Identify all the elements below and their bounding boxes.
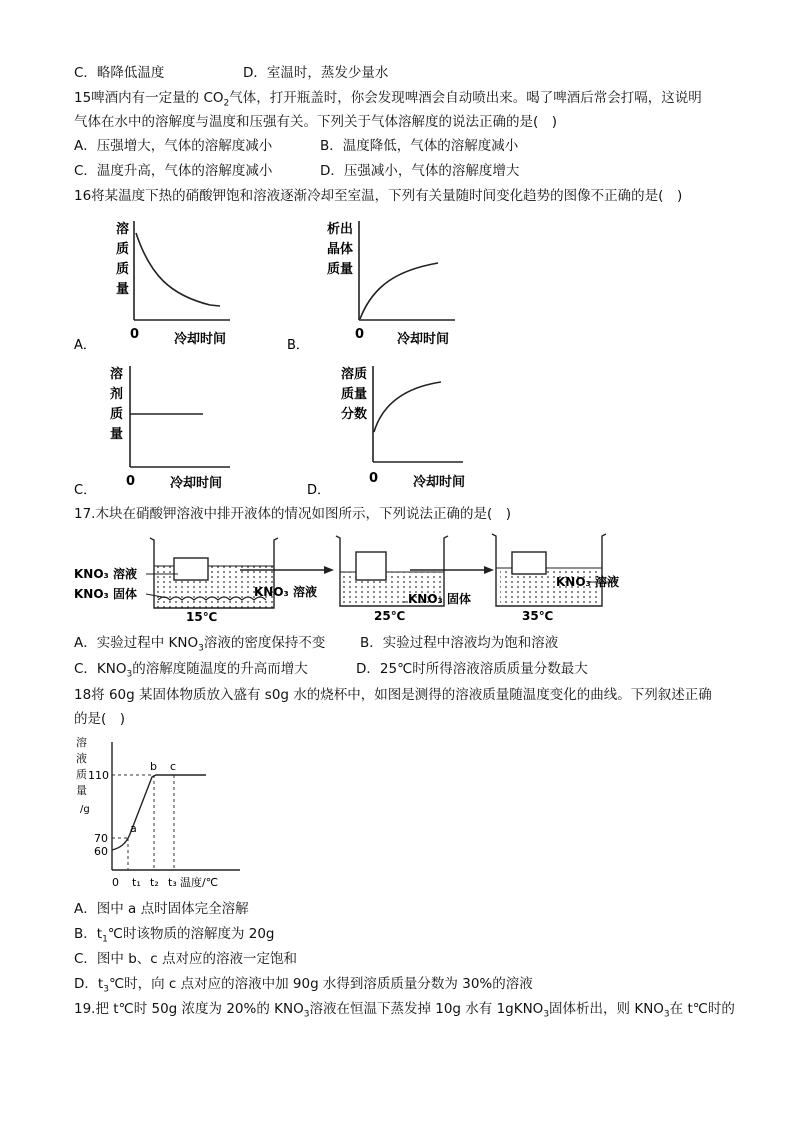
q16-graph-c	[70, 362, 260, 502]
q18-option-c: C．图中 b、c 点对应的溶液一定饱和	[74, 951, 298, 967]
temp-15: 15℃	[186, 610, 218, 624]
q16-stem: 16将某温度下热的硝酸钾饱和溶液逐渐冷却至室温，下列有关量随时间变化趋势的图像不正确的是( )	[74, 188, 683, 204]
q16-graph-d-ylabel-3: 分数	[341, 407, 368, 422]
q15-stem-line1: 15啤酒内有一定量的 $CO_2$气体，打开瓶盖时，你会发现啤酒会自动喷出来。喝了啤酒后常会打嗝，这说明	[74, 90, 702, 109]
q17-beaker-figure	[72, 530, 642, 625]
q16-graph-c-option-label: C．	[74, 483, 97, 498]
q18-ylabel-1: 溶	[76, 736, 87, 749]
q16-graph-c-ylabel-1: 溶	[110, 367, 124, 382]
q16-graph-b-ylabel-3: 质量	[327, 262, 354, 277]
q16-graph-d-xlabel: 冷却时间	[413, 475, 466, 490]
q18-x-t3: t₃	[168, 876, 177, 889]
q18-x-t1: t₁	[132, 876, 141, 889]
arrow2-label: KNO₃ 固体	[408, 592, 471, 606]
q15-stem-line2: 气体在水中的溶解度与温度和压强有关。下列关于气体溶解度的说法正确的是( )	[74, 114, 558, 130]
q14-option-c: C．略降低温度	[74, 65, 165, 81]
q16-graph-d-origin: 0	[369, 471, 379, 486]
left-label-solution: KNO₃ 溶液	[74, 567, 137, 581]
q16-graph-c-origin: 0	[126, 474, 136, 489]
q16-graph-d-ylabel-2: 质量	[341, 387, 368, 402]
q15-option-d: D．压强减小，气体的溶解度增大	[320, 163, 520, 179]
q16-graph-d-option-label: D．	[307, 483, 331, 498]
q17-option-d: D．25℃时所得溶液溶质质量分数最大	[356, 661, 588, 677]
q17-option-b: B．实验过程中溶液均为饱和溶液	[360, 635, 559, 651]
q18-point-c: c	[170, 760, 177, 773]
q16-graph-b-xlabel: 冷却时间	[397, 332, 450, 347]
beaker-35c	[492, 534, 606, 606]
q16-graph-c-ylabel-2: 剂	[110, 387, 124, 402]
q16-graph-c-xlabel: 冷却时间	[170, 476, 223, 491]
q18-option-a: A．图中 a 点时固体完全溶解	[74, 901, 249, 917]
wood-block-2	[356, 552, 386, 580]
q17-stem: 17.木块在硝酸钾溶液中排开液体的情况如图所示，下列说法正确的是( )	[74, 506, 512, 522]
q16-graph-a	[70, 215, 250, 355]
q18-solution-mass-chart	[74, 732, 244, 894]
q16-graph-a-ylabel-3: 质	[116, 262, 130, 277]
wood-block-1	[174, 558, 208, 580]
q18-ylabel-5: /g	[80, 804, 90, 815]
q18-stem-line2: 的是( )	[74, 711, 126, 727]
q16-graph-a-option-label: A．	[74, 338, 96, 353]
q16-graph-a-ylabel-2: 质	[116, 242, 130, 257]
q16-graph-b-ylabel-2: 晶体	[327, 242, 354, 257]
q18-y-70: 70	[94, 832, 108, 845]
q18-point-a: a	[130, 822, 137, 835]
q16-graph-a-ylabel-4: 量	[116, 282, 130, 297]
right-label: KNO₃ 溶液	[556, 575, 619, 589]
q16-graph-a-ylabel-1: 溶	[116, 222, 130, 237]
q18-option-b: B．$t_1℃$时该物质的溶解度为 20g	[74, 926, 275, 945]
q16-graph-d	[303, 362, 483, 502]
temp-35: 35℃	[522, 609, 554, 623]
q15-option-a: A．压强增大，气体的溶解度减小	[74, 138, 273, 154]
q16-graph-b-origin: 0	[355, 327, 365, 342]
arrow1-label: KNO₃ 溶液	[254, 585, 317, 599]
q18-option-d: D．$t_3℃$时，向 c 点对应的溶液中加 90g 水得到溶质质量分数为 30%的溶液	[74, 976, 533, 995]
q14-option-d: D．室温时，蒸发少量水	[243, 65, 389, 81]
q16-graph-c-ylabel-4: 量	[110, 427, 124, 442]
q18-curve	[112, 775, 206, 850]
q16-graph-d-curve	[374, 382, 441, 432]
q18-y-60: 60	[94, 845, 108, 858]
q18-y-110: 110	[88, 769, 109, 782]
q18-stem-line1: 18将 60g 某固体物质放入盛有 s0g 水的烧杯中，如图是测得的溶液质量随温度变化的曲线。下列叙述正确	[74, 687, 712, 703]
q17-option-c: C．$KNO_3$的溶解度随温度的升高而增大	[74, 661, 308, 680]
q18-origin: 0	[112, 876, 119, 889]
q16-graph-d-ylabel-1: 溶质	[341, 367, 368, 382]
q18-x-t2: t₂	[150, 876, 159, 889]
left-label-solid: KNO₃ 固体	[74, 587, 137, 601]
q18-ylabel-4: 量	[76, 784, 87, 797]
q16-graph-a-origin: 0	[130, 327, 140, 342]
q18-xlabel: 温度/℃	[180, 876, 219, 889]
q17-option-a: A．实验过程中 $KNO_3$溶液的密度保持不变	[74, 635, 326, 654]
q16-graph-a-curve	[136, 233, 220, 306]
wood-block-3	[512, 552, 546, 574]
q18-ylabel-3: 质	[76, 768, 87, 781]
q15-option-c: C．温度升高，气体的溶解度减小	[74, 163, 273, 179]
q18-ylabel-2: 液	[76, 752, 87, 765]
q16-graph-c-ylabel-3: 质	[110, 407, 124, 422]
temp-25: 25℃	[374, 609, 406, 623]
q15-option-b: B．温度降低，气体的溶解度减小	[320, 138, 519, 154]
q16-graph-b-option-label: B．	[287, 338, 309, 353]
q16-graph-b-curve	[360, 263, 438, 319]
q16-graph-a-xlabel: 冷却时间	[174, 332, 227, 347]
q18-point-b: b	[150, 760, 157, 773]
q16-graph-b-ylabel-1: 析出	[327, 222, 354, 237]
q16-graph-b	[283, 215, 473, 355]
q19-stem: 19.把 t℃时 50g 浓度为 20%的 $KNO_3$溶液在恒温下蒸发掉 10g 水有 1gKNO$_3$固体析出，则 $KNO_3$在 t℃时的	[74, 1001, 735, 1020]
